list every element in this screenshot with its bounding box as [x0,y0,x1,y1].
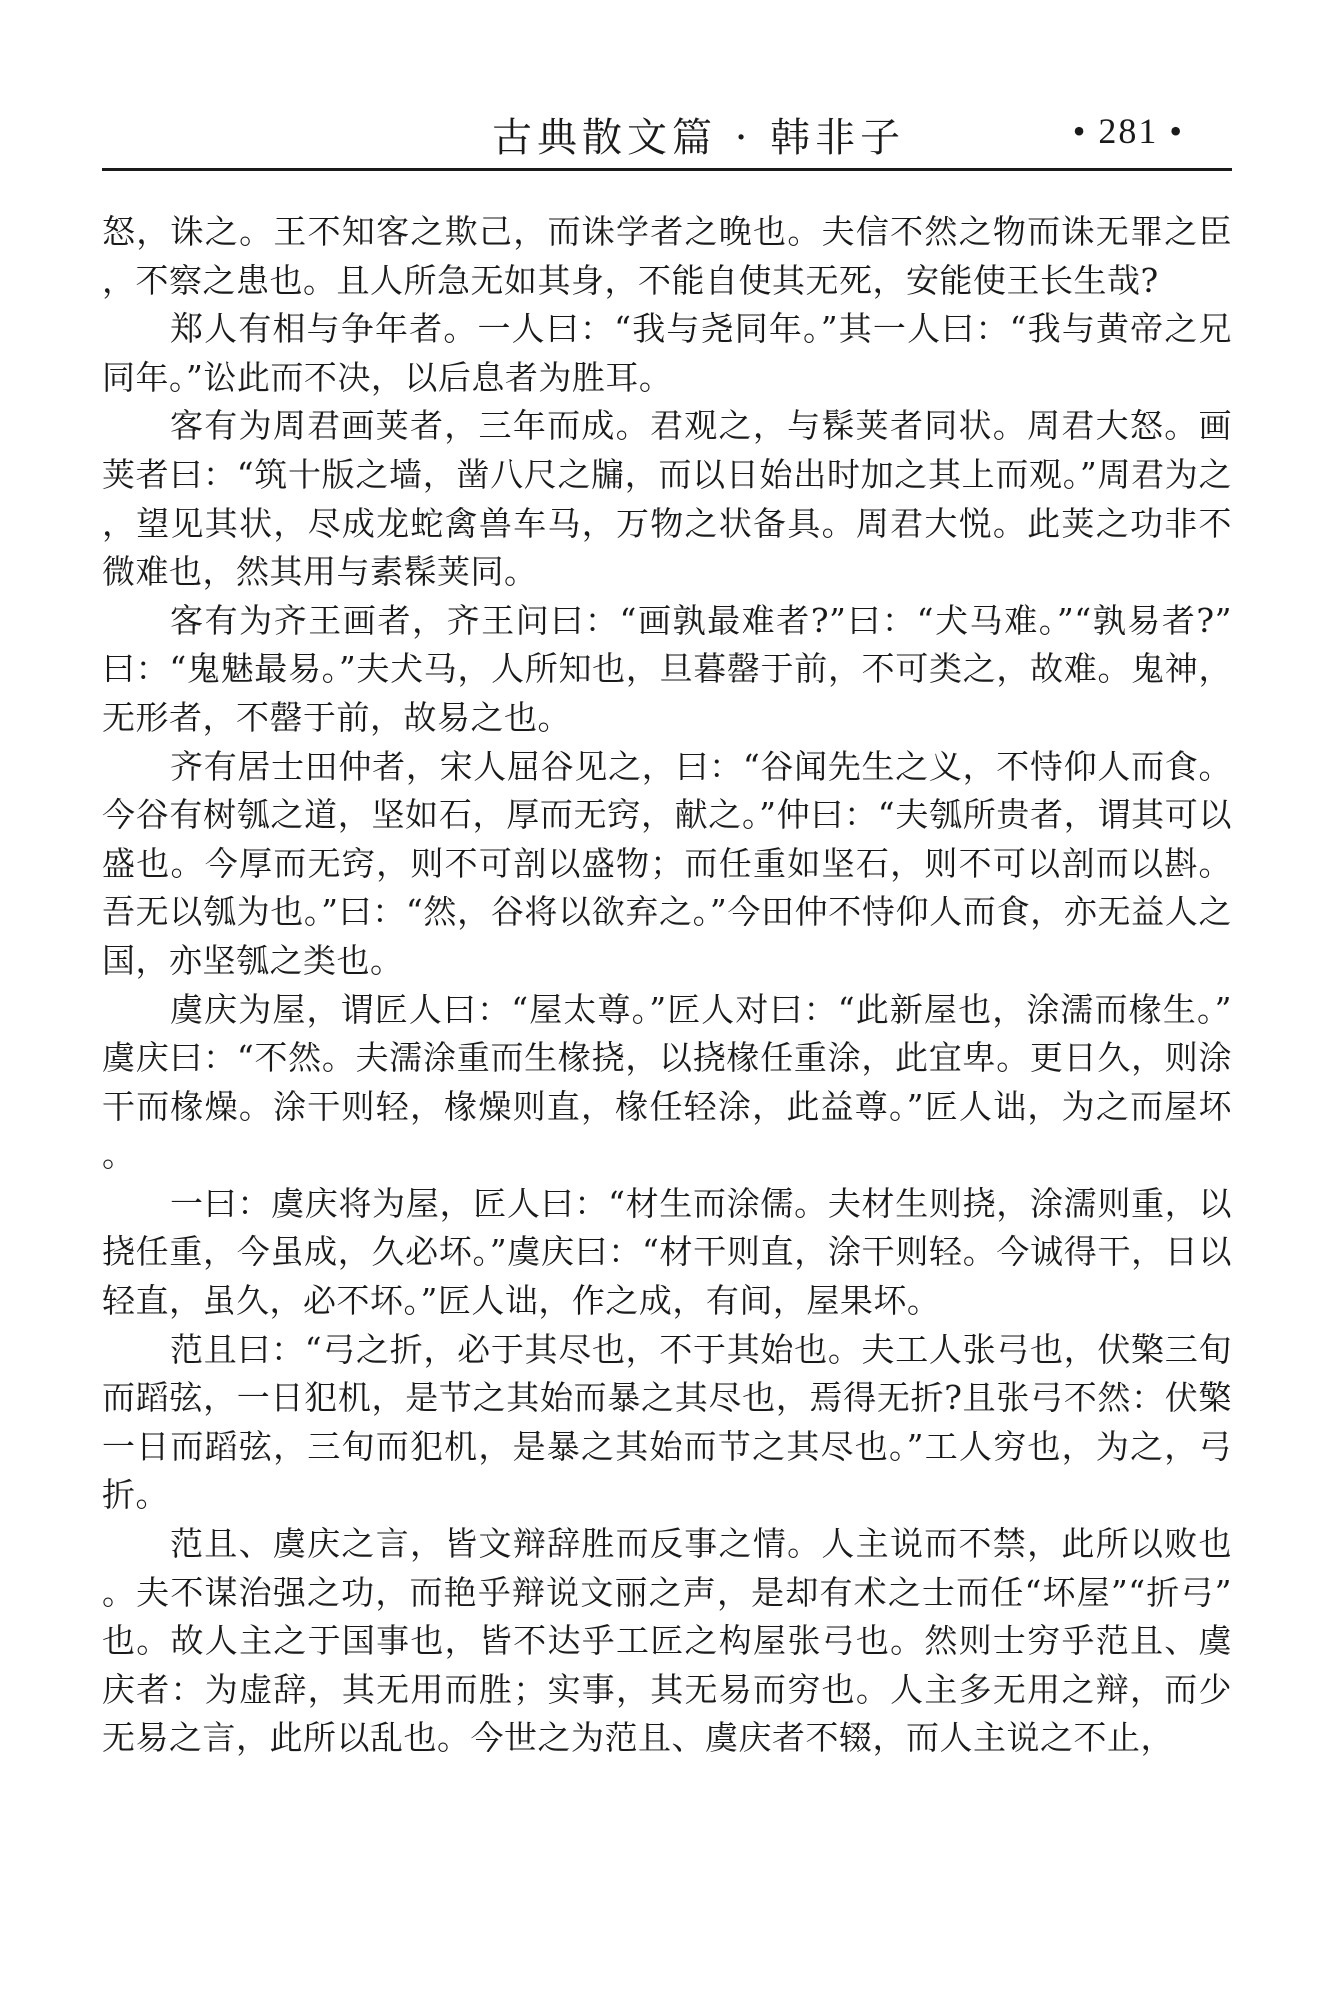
paragraph-zhou-painted-pod: 客有为周君画荚者，三年而成。君观之，与髹荚者同状。周君大怒。画荚者曰：“筑十版之墙，凿八尺之牖，而以日始出时加之其上而观。”周君为之，望见其状，尽成龙蛇禽兽车马，万物之状备具。周君大悦。此荚之功非不微难也，然其用与素髹荚同。 [102,406,1232,592]
paragraph-zheng-age-dispute: 郑人有相与争年者。一人曰：“我与尧同年。”其一人曰：“我与黄帝之兄同年。”讼此而不决，以后息者为胜耳。 [102,309,1232,397]
header-rule [102,168,1232,171]
running-header [102,96,1232,176]
paragraph-qi-painter: 客有为齐王画者，齐王问曰：“画孰最难者?”曰：“犬马难。”“孰易者?”曰：“鬼魅最易。”夫犬马，人所知也，旦暮罄于前，不可类之，故难。鬼神，无形者，不罄于前，故易之也。 [102,600,1232,737]
paragraph-continuation: 怒，诛之。王不知客之欺己，而诛学者之晚也。夫信不然之物而诛无罪之臣，不察之患也。且人所急无如其身，不能自使其无死，安能使王长生哉? [102,212,1232,300]
running-header-title: 古典散文篇 · 韩非子 [492,115,906,161]
paragraph-fan-ju-bow: 范且曰：“弓之折，必于其尽也，不于其始也。夫工人张弓也，伏檠三旬而蹈弦，一日犯机，是节之其始而暴之其尽也，焉得无折?且张弓不然：伏檠一日而蹈弦，三旬而犯机，是暴之其始而节之其尽也。”工人穷也，为之，弓折。 [102,1329,1232,1515]
paragraph-yu-qing-house: 虞庆为屋，谓匠人曰：“屋太尊。”匠人对曰：“此新屋也，涂濡而椽生。”虞庆曰：“不然。夫濡涂重而生椽挠，以挠椽任重涂，此宜卑。更日久，则涂干而椽燥。涂干则轻，椽燥则直，椽任轻涂，此益尊。”匠人诎，为之而屋坏。 [102,989,1232,1175]
book-page [102,0,1232,1997]
paragraph-commentary: 范且、虞庆之言，皆文辩辞胜而反事之情。人主说而不禁，此所以败也。夫不谋治强之功，而艳乎辩说文丽之声，是却有术之士而任“坏屋”“折弓”也。故人主之于国事也，皆不达乎工匠之构屋张弓也。然则士穷乎范且、虞庆者：为虚辞，其无用而胜；实事，其无易而穷也。人主多无用之辩，而少无易之言，此所以乱也。今世之为范且、虞庆者不辍，而人主说之不止， [102,1524,1232,1758]
page-number: • 281 • [1072,111,1184,151]
paragraph-tian-zhong-gourd: 齐有居士田仲者，宋人屈谷见之，曰：“谷闻先生之义，不恃仰人而食。今谷有树瓠之道，坚如石，厚而无窍，献之。”仲曰：“夫瓠所贵者，谓其可以盛也。今厚而无窍，则不可剖以盛物；而任重如坚石，则不可以剖而以斟。吾无以瓠为也。”曰：“然，谷将以欲弃之。”今田仲不恃仰人而食，亦无益人之国，亦坚瓠之类也。 [102,746,1232,980]
body-text [102,208,1232,1763]
paragraph-yu-qing-alternate: 一曰：虞庆将为屋，匠人曰：“材生而涂儒。夫材生则挠，涂濡则重，以挠任重，今虽成，久必坏。”虞庆曰：“材干则直，涂干则轻。今诚得干，日以轻直，虽久，必不坏。”匠人诎，作之成，有间，屋果坏。 [102,1183,1232,1321]
